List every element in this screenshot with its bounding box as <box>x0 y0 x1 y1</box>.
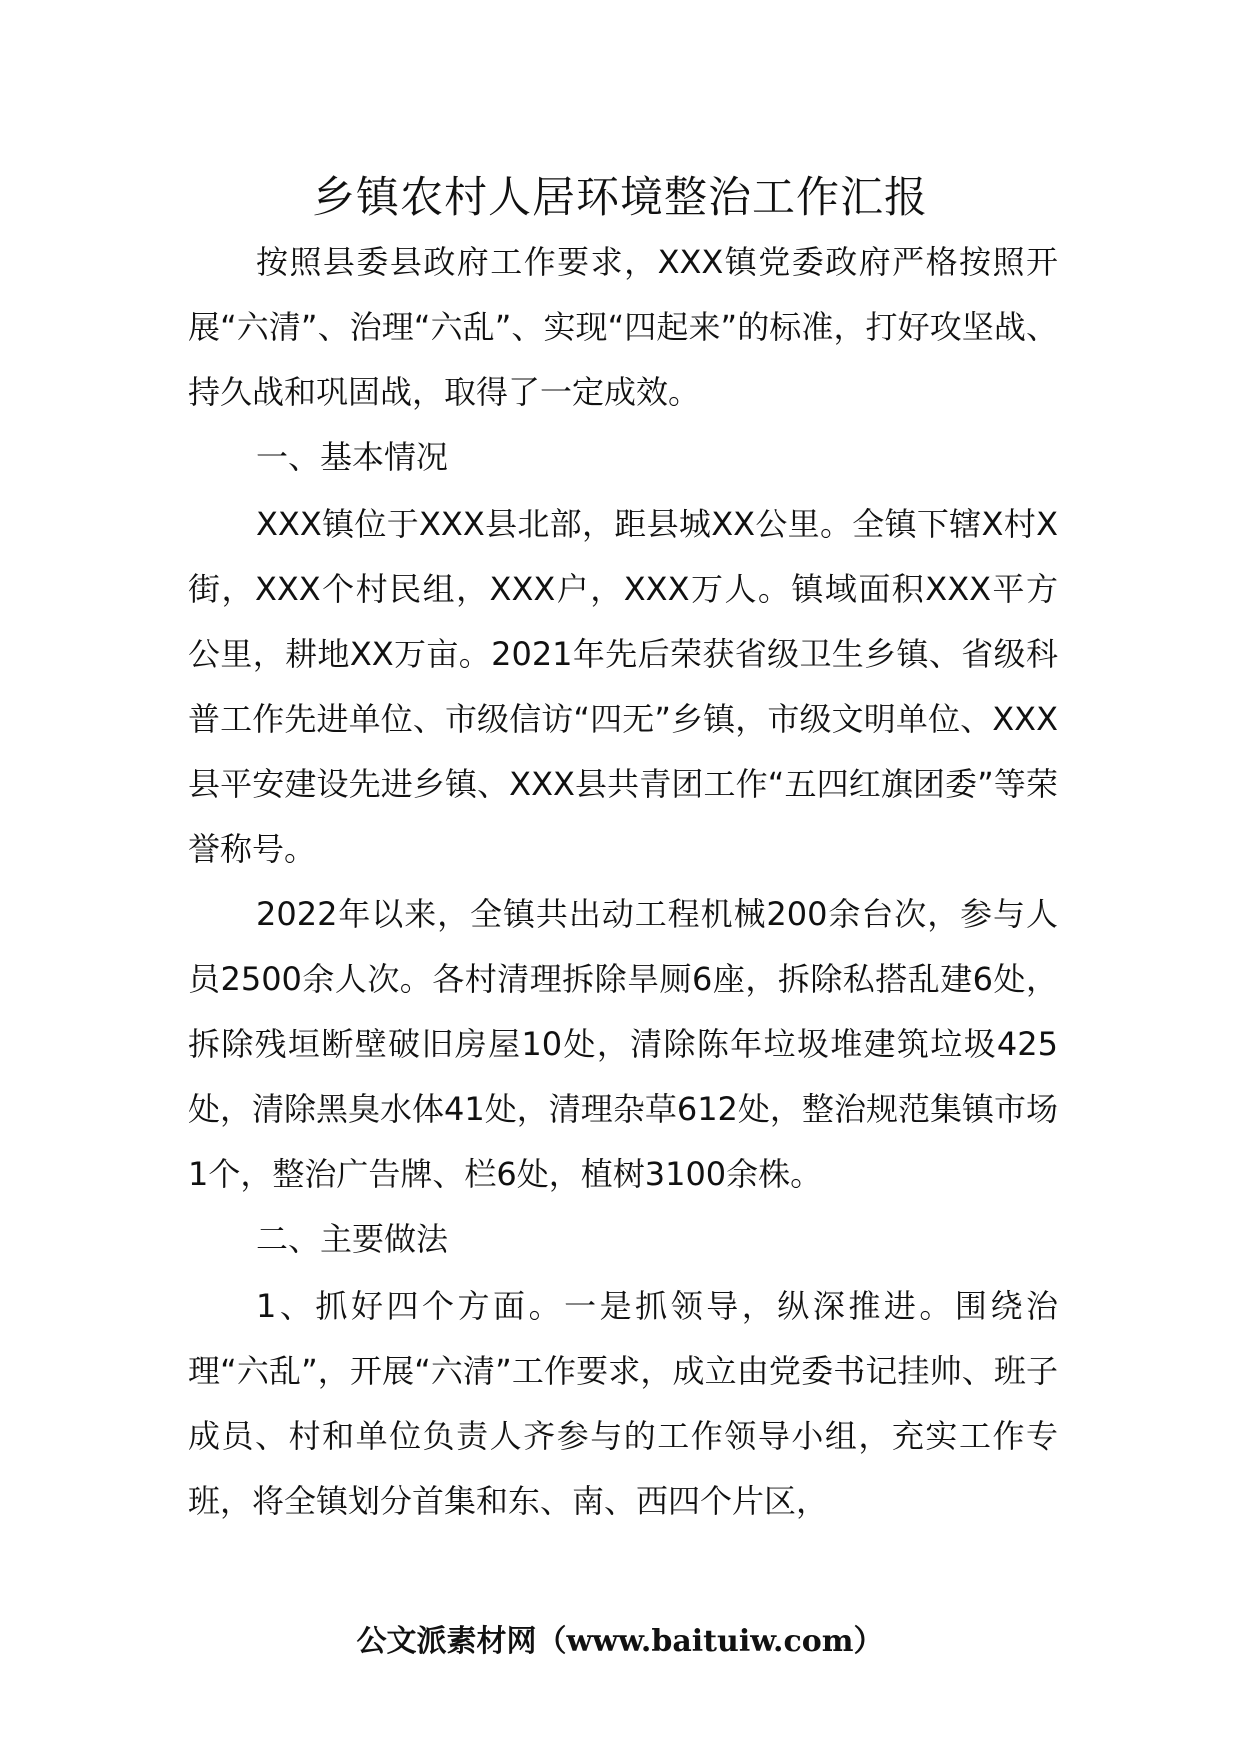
footer-watermark: 公文派素材网（www.baituiw.com） <box>356 1624 884 1659</box>
statistics-paragraph: 2022年以来，全镇共出动工程机械200余台次，参与人员2500余人次。各村清理拆除旱厕6座，拆除私搭乱建6处，拆除残垣断壁破旧房屋10处，清除陈年垃圾堆建筑垃圾425处，清除黑臭水体41处，清理杂草612处，整治规范集镇市场1个，整治广告牌、栏6处，植树3100余株。 <box>188 895 1058 1193</box>
document-body <box>188 230 1058 1534</box>
section-heading-basic: 一、基本情况 <box>256 438 449 476</box>
document-title: 乡镇农村人居环境整治工作汇报 <box>312 173 928 223</box>
basic-info-paragraph: XXX镇位于XXX县北部，距县城XX公里。全镇下辖X村X街，XXX个村民组，XXX户，XXX万人。镇域面积XXX平方公里，耕地XX万亩。2021年先后荣获省级卫生乡镇、省级科普工作先进单位、市级信访“四无”乡镇，市级文明单位、XXX县平安建设先进乡镇、XXX县共青团工作“五四红旗团委”等荣誉称号。 <box>188 505 1058 868</box>
section-heading-methods: 二、主要做法 <box>256 1220 449 1258</box>
methods-paragraph: 1、抓好四个方面。一是抓领导，纵深推进。围绕治理“六乱”，开展“六清”工作要求，成立由党委书记挂帅、班子成员、村和单位负责人齐参与的工作领导小组，充实工作专班，将全镇划分首集和东、南、西四个片区， <box>188 1287 1058 1520</box>
intro-paragraph: 按照县委县政府工作要求，XXX镇党委政府严格按照开展“六清”、治理“六乱”、实现“四起来”的标准，打好攻坚战、持久战和巩固战，取得了一定成效。 <box>188 243 1058 411</box>
